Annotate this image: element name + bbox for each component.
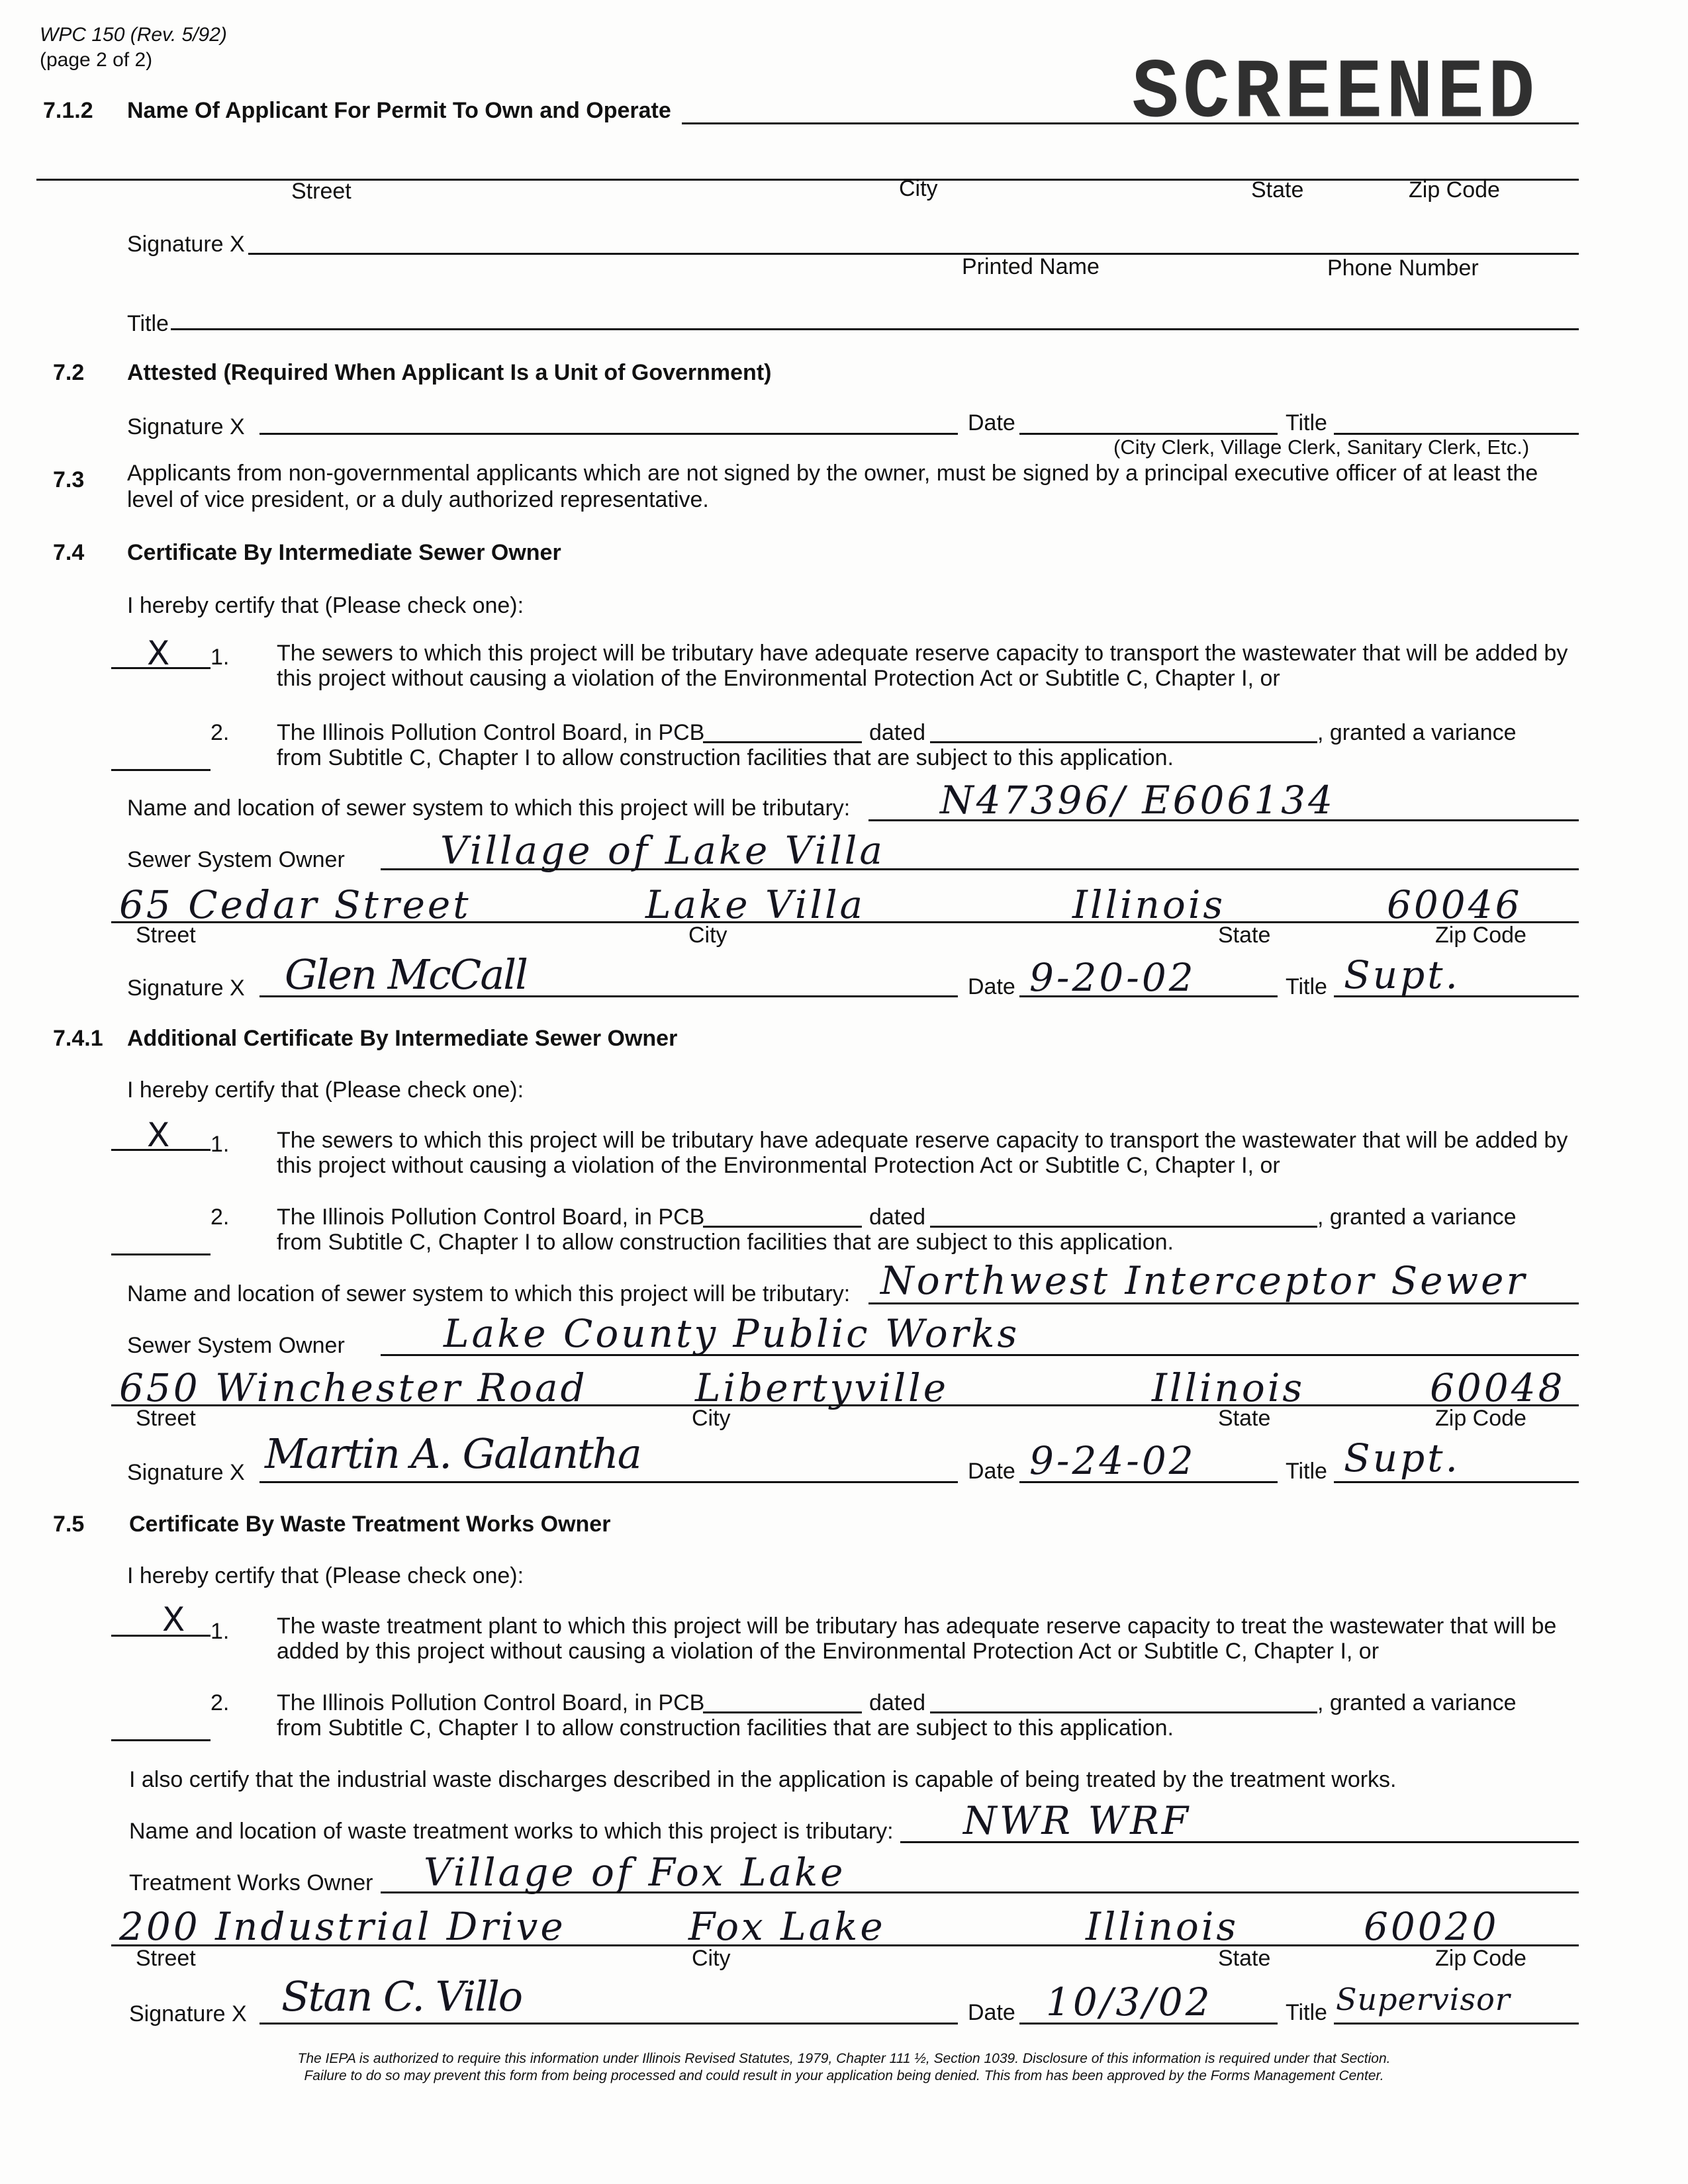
date-label: Date (968, 974, 1015, 999)
owner-address-line[interactable] (111, 921, 1579, 923)
owner-title-line[interactable] (1334, 995, 1579, 997)
screened-stamp: SCREENED (1132, 46, 1539, 142)
option-1-number: 1. (211, 1132, 230, 1157)
phone-label: Phone Number (1327, 255, 1479, 281)
option-1-checkmark: X (147, 1116, 173, 1154)
footer-line-1: The IEPA is authorized to require this information under Illinois Revised Statutes, 1979, Chapter 111 ½, Section 1039. Disclosure of this information is required under that Section. (297, 2051, 1391, 2066)
signature-label: Signature X (127, 232, 245, 257)
variance-label: , granted a variance (1317, 1690, 1517, 1715)
pcb-number-line[interactable] (703, 741, 862, 743)
owner-address-line[interactable] (111, 1404, 1579, 1406)
zip-label: Zip Code (1409, 177, 1500, 203)
city-label: City (692, 1406, 731, 1431)
signature-label: Signature X (129, 2001, 247, 2026)
option-1-text-line1: The waste treatment plant to which this project will be tributary has adequate reserve capacity to treat the wastewater that will be (277, 1614, 1557, 1639)
signature-label: Signature X (127, 976, 245, 1001)
option-2-checkbox-line[interactable] (111, 769, 211, 771)
industrial-waste-text: I also certify that the industrial waste discharges described in the application is capable of being treated by the treatment works. (129, 1767, 1397, 1792)
option-1-text-line2: added by this project without causing a violation of the Environmental Protection Act or Subtitle C, Chapter I, or (277, 1639, 1380, 1664)
state-label: State (1218, 923, 1271, 948)
street-label: Street (136, 1406, 196, 1431)
section-7-1-2-heading: Name Of Applicant For Permit To Own and Operate (127, 98, 671, 123)
owner-zip-value: 60046 (1387, 882, 1523, 927)
sewer-location-label: Name and location of sewer system to which this project will be tributary: (127, 796, 851, 821)
date-label: Date (968, 2000, 1015, 2025)
option-2-number: 2. (211, 720, 230, 745)
title-label: Title (1286, 410, 1327, 435)
works-title-line[interactable] (1334, 2023, 1579, 2025)
street-label: Street (136, 1946, 196, 1971)
owner-signature: Martin A. Galantha (265, 1430, 641, 1478)
applicant-address-line[interactable] (36, 179, 1579, 181)
variance-label: , granted a variance (1317, 1205, 1517, 1230)
variance-label: , granted a variance (1317, 720, 1517, 745)
attest-title-line[interactable] (1334, 433, 1579, 435)
section-7-5-number: 7.5 (53, 1512, 85, 1537)
pcb-date-line[interactable] (930, 1226, 1317, 1228)
option-1-checkbox-line[interactable] (111, 1149, 211, 1151)
works-signature-line[interactable] (259, 2023, 958, 2025)
works-date-value: 10/3/02 (1046, 1979, 1213, 2025)
title-label: Title (1286, 974, 1327, 999)
zip-label: Zip Code (1435, 923, 1526, 948)
option-1-checkbox-line[interactable] (111, 1635, 211, 1637)
section-7-3-text-line2: level of vice president, or a duly authorized representative. (127, 487, 709, 512)
sewer-location-line[interactable] (868, 1302, 1579, 1304)
owner-state-value: Illinois (1152, 1365, 1305, 1410)
owner-zip-value: 60048 (1430, 1365, 1566, 1410)
title-label: Title (127, 311, 169, 336)
owner-date-value: 9-20-02 (1029, 955, 1196, 1000)
attest-title-note: (City Clerk, Village Clerk, Sanitary Clerk, Etc.) (1113, 435, 1530, 459)
dated-label: dated (869, 1205, 926, 1230)
form-id: WPC 150 (Rev. 5/92) (40, 24, 227, 46)
owner-signature-line[interactable] (259, 1481, 958, 1483)
section-7-4-1-heading: Additional Certificate By Intermediate Sewer Owner (127, 1026, 678, 1051)
city-label: City (899, 176, 938, 201)
option-1-checkmark: X (162, 1600, 188, 1639)
works-signature: Stan C. Villo (281, 1972, 522, 2021)
works-owner-line[interactable] (381, 1891, 1579, 1893)
option-2-number: 2. (211, 1690, 230, 1715)
city-label: City (692, 1946, 731, 1971)
dated-label: dated (869, 1690, 926, 1715)
pcb-number-line[interactable] (703, 1226, 862, 1228)
pcb-label: The Illinois Pollution Control Board, in PCB (277, 1690, 705, 1715)
works-location-label: Name and location of waste treatment works to which this project is tributary: (129, 1819, 894, 1844)
footer-notice (99, 2050, 1589, 2085)
section-7-2-heading: Attested (Required When Applicant Is a Unit of Government) (127, 360, 772, 385)
option-2-checkbox-line[interactable] (111, 1253, 211, 1255)
section-7-4-heading: Certificate By Intermediate Sewer Owner (127, 540, 561, 565)
option-2-checkbox-line[interactable] (111, 1739, 211, 1741)
section-7-1-2-number: 7.1.2 (43, 98, 93, 123)
sewer-owner-line[interactable] (381, 1354, 1579, 1356)
option-1-checkbox-line[interactable] (111, 667, 211, 669)
works-location-line[interactable] (900, 1841, 1579, 1843)
option-1-text-line1: The sewers to which this project will be tributary have adequate reserve capacity to transport the wastewater that will be added by (277, 641, 1568, 666)
sewer-location-value: Northwest Interceptor Sewer (880, 1258, 1528, 1303)
certify-text: I hereby certify that (Please check one): (127, 1563, 524, 1588)
works-city-value: Fox Lake (688, 1904, 886, 1949)
title-label: Title (1286, 1459, 1327, 1484)
works-zip-value: 60020 (1364, 1904, 1499, 1949)
owner-signature-line[interactable] (259, 995, 958, 997)
dated-label: dated (869, 720, 926, 745)
owner-title-line[interactable] (1334, 1481, 1579, 1483)
owner-street-value: 65 Cedar Street (119, 882, 471, 927)
works-owner-value: Village of Fox Lake (424, 1850, 846, 1895)
sewer-location-value: N47396/ E606134 (940, 778, 1335, 823)
sewer-owner-label: Sewer System Owner (127, 847, 345, 872)
state-label: State (1218, 1406, 1271, 1431)
section-7-4-1-number: 7.4.1 (53, 1026, 103, 1051)
printed-name-label: Printed Name (962, 254, 1100, 279)
footer-line-2: Failure to do so may prevent this form from being processed and could result in your application being denied. This from has been approved by the Forms Management Center. (304, 2068, 1384, 2084)
sewer-owner-label: Sewer System Owner (127, 1333, 345, 1358)
owner-city-value: Lake Villa (645, 882, 866, 927)
state-label: State (1218, 1946, 1271, 1971)
option-2-number: 2. (211, 1205, 230, 1230)
works-location-value: NWR WRF (963, 1798, 1191, 1843)
variance-continued: from Subtitle C, Chapter I to allow construction facilities that are subject to this application. (277, 745, 1174, 770)
attest-signature-line[interactable] (259, 433, 958, 435)
variance-continued: from Subtitle C, Chapter I to allow construction facilities that are subject to this application. (277, 1715, 1174, 1741)
pcb-number-line[interactable] (703, 1711, 862, 1713)
section-7-2-number: 7.2 (53, 360, 85, 385)
zip-label: Zip Code (1435, 1406, 1526, 1431)
zip-label: Zip Code (1435, 1946, 1526, 1971)
sewer-location-label: Name and location of sewer system to which this project will be tributary: (127, 1281, 851, 1306)
section-7-5-heading: Certificate By Waste Treatment Works Owner (129, 1512, 611, 1537)
works-date-line[interactable] (1019, 2023, 1278, 2025)
owner-street-value: 650 Winchester Road (119, 1365, 588, 1410)
street-label: Street (291, 179, 352, 204)
attest-date-line[interactable] (1019, 433, 1278, 435)
option-1-number: 1. (211, 645, 230, 670)
owner-title-value: Supt. (1344, 952, 1460, 997)
owner-title-value: Supt. (1344, 1435, 1460, 1480)
owner-state-value: Illinois (1072, 882, 1226, 927)
signature-line[interactable] (248, 253, 1579, 255)
owner-signature: Glen McCall (285, 950, 527, 999)
page-number: (page 2 of 2) (40, 49, 153, 71)
city-label: City (688, 923, 727, 948)
date-label: Date (968, 1459, 1015, 1484)
variance-continued: from Subtitle C, Chapter I to allow construction facilities that are subject to this application. (277, 1230, 1174, 1255)
owner-city-value: Libertyville (695, 1365, 949, 1410)
pcb-date-line[interactable] (930, 1711, 1317, 1713)
section-7-3-text-line1: Applicants from non-governmental applicants which are not signed by the owner, must be signed by a principal executive officer of at least the (127, 461, 1538, 486)
section-7-4-number: 7.4 (53, 540, 85, 565)
certify-text: I hereby certify that (Please check one): (127, 593, 524, 618)
sewer-owner-line[interactable] (381, 868, 1579, 870)
option-1-number: 1. (211, 1619, 230, 1644)
owner-date-value: 9-24-02 (1029, 1438, 1196, 1483)
option-1-text-line2: this project without causing a violation of the Environmental Protection Act or Subtitle C, Chapter I, or (277, 666, 1280, 691)
sewer-location-line[interactable] (868, 819, 1579, 821)
works-title-value: Supervisor (1336, 1981, 1511, 2017)
pcb-label: The Illinois Pollution Control Board, in PCB (277, 1205, 705, 1230)
option-1-text-line1: The sewers to which this project will be tributary have adequate reserve capacity to transport the wastewater that will be added by (277, 1128, 1568, 1153)
title-line[interactable] (171, 328, 1579, 330)
sewer-owner-value: Village of Lake Villa (440, 828, 885, 873)
pcb-label: The Illinois Pollution Control Board, in PCB (277, 720, 705, 745)
certify-text: I hereby certify that (Please check one): (127, 1077, 524, 1103)
owner-date-line[interactable] (1019, 995, 1278, 997)
works-street-value: 200 Industrial Drive (119, 1904, 566, 1949)
section-7-3-number: 7.3 (53, 467, 85, 492)
street-label: Street (136, 923, 196, 948)
option-1-checkmark: X (147, 634, 173, 672)
option-1-text-line2: this project without causing a violation of the Environmental Protection Act or Subtitle C, Chapter I, or (277, 1153, 1280, 1178)
works-state-value: Illinois (1086, 1904, 1239, 1949)
works-owner-label: Treatment Works Owner (129, 1870, 373, 1895)
signature-label: Signature X (127, 1460, 245, 1485)
date-label: Date (968, 410, 1015, 435)
pcb-date-line[interactable] (930, 741, 1317, 743)
applicant-name-line[interactable] (682, 122, 1579, 124)
sewer-owner-value: Lake County Public Works (444, 1311, 1020, 1356)
state-label: State (1251, 177, 1304, 203)
title-label: Title (1286, 2000, 1327, 2025)
signature-label: Signature X (127, 414, 245, 439)
works-address-line[interactable] (111, 1944, 1579, 1946)
owner-date-line[interactable] (1019, 1481, 1278, 1483)
